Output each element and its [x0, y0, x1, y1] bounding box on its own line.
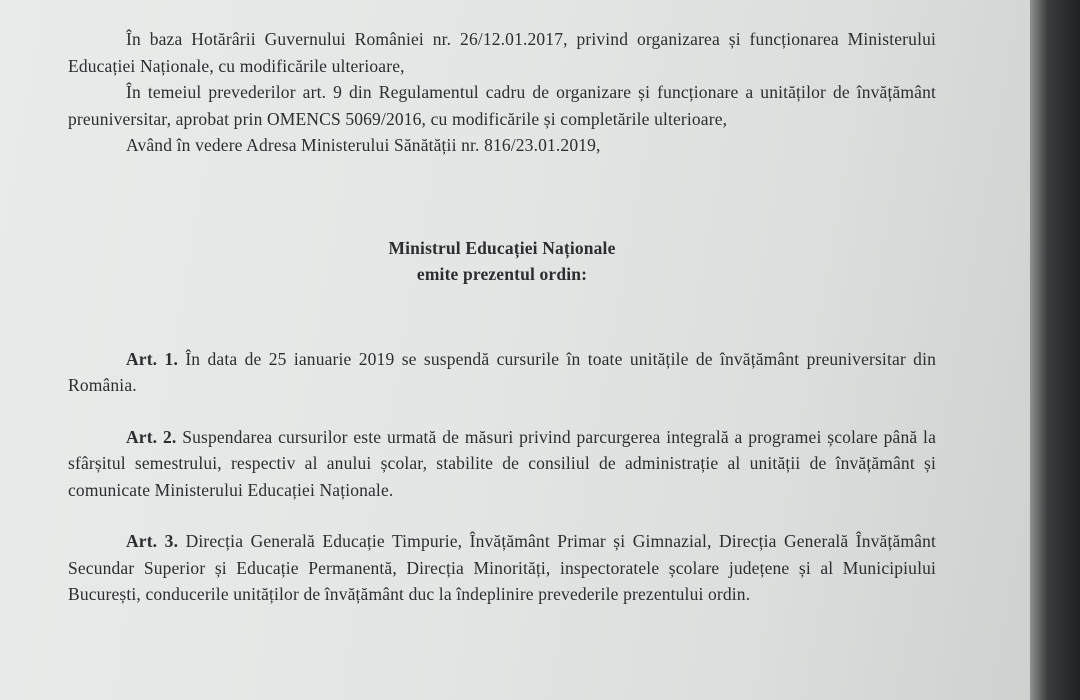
preamble-paragraph-2: În temeiul prevederilor art. 9 din Regulamentul cadru de organizare și funcționare a unităților de învățământ preuniversitar, aprobat prin OMENCS 5069/2016, cu modificările și completările ulterioare, [68, 82, 936, 129]
article-2-label: Art. 2. [126, 426, 177, 447]
article-1-label: Art. 1. [126, 348, 178, 369]
article-2 [68, 424, 936, 504]
article-1 [68, 346, 936, 399]
article-3-text: Direcția Generală Educație Timpurie, Învățământ Primar și Gimnazial, Direcția Generală Învățământ Secundar Superior și Educație Permanentă, Direcția Minorități, inspectoratele școlare județene și al Municipiului București, conducerile unităților de învățământ duc la îndeplinire prevederile prezentului ordin. [68, 531, 936, 604]
preamble-paragraph-3: Având în vedere Adresa Ministerului Sănătății nr. 816/23.01.2019, [126, 135, 601, 155]
article-3-label: Art. 3. [126, 531, 179, 551]
heading-order: emite prezentul ordin: [416, 264, 588, 284]
heading-minister: Ministrul Educației Naționale [388, 237, 616, 258]
document-body [68, 26, 936, 608]
article-2-text: Suspendarea cursurilor este urmată de măsuri privind parcurgerea integrală a programei școlare până la sfârșitul semestrului, respectiv al anului școlar, stabilite de consiliul de administrație al unității de învățământ și comunicate Ministerului Educației Naționale. [68, 426, 936, 500]
page-edge-shadow [1030, 0, 1080, 700]
article-3 [68, 528, 936, 608]
preamble-paragraph-1: În baza Hotărârii Guvernului României nr. 26/12.01.2017, privind organizarea și funcționarea Ministerului Educației Naționale, cu modificările ulterioare, [68, 29, 936, 76]
article-1-text: În data de 25 ianuarie 2019 se suspendă cursurile în toate unitățile de învățământ preuniversitar din România. [68, 348, 936, 395]
